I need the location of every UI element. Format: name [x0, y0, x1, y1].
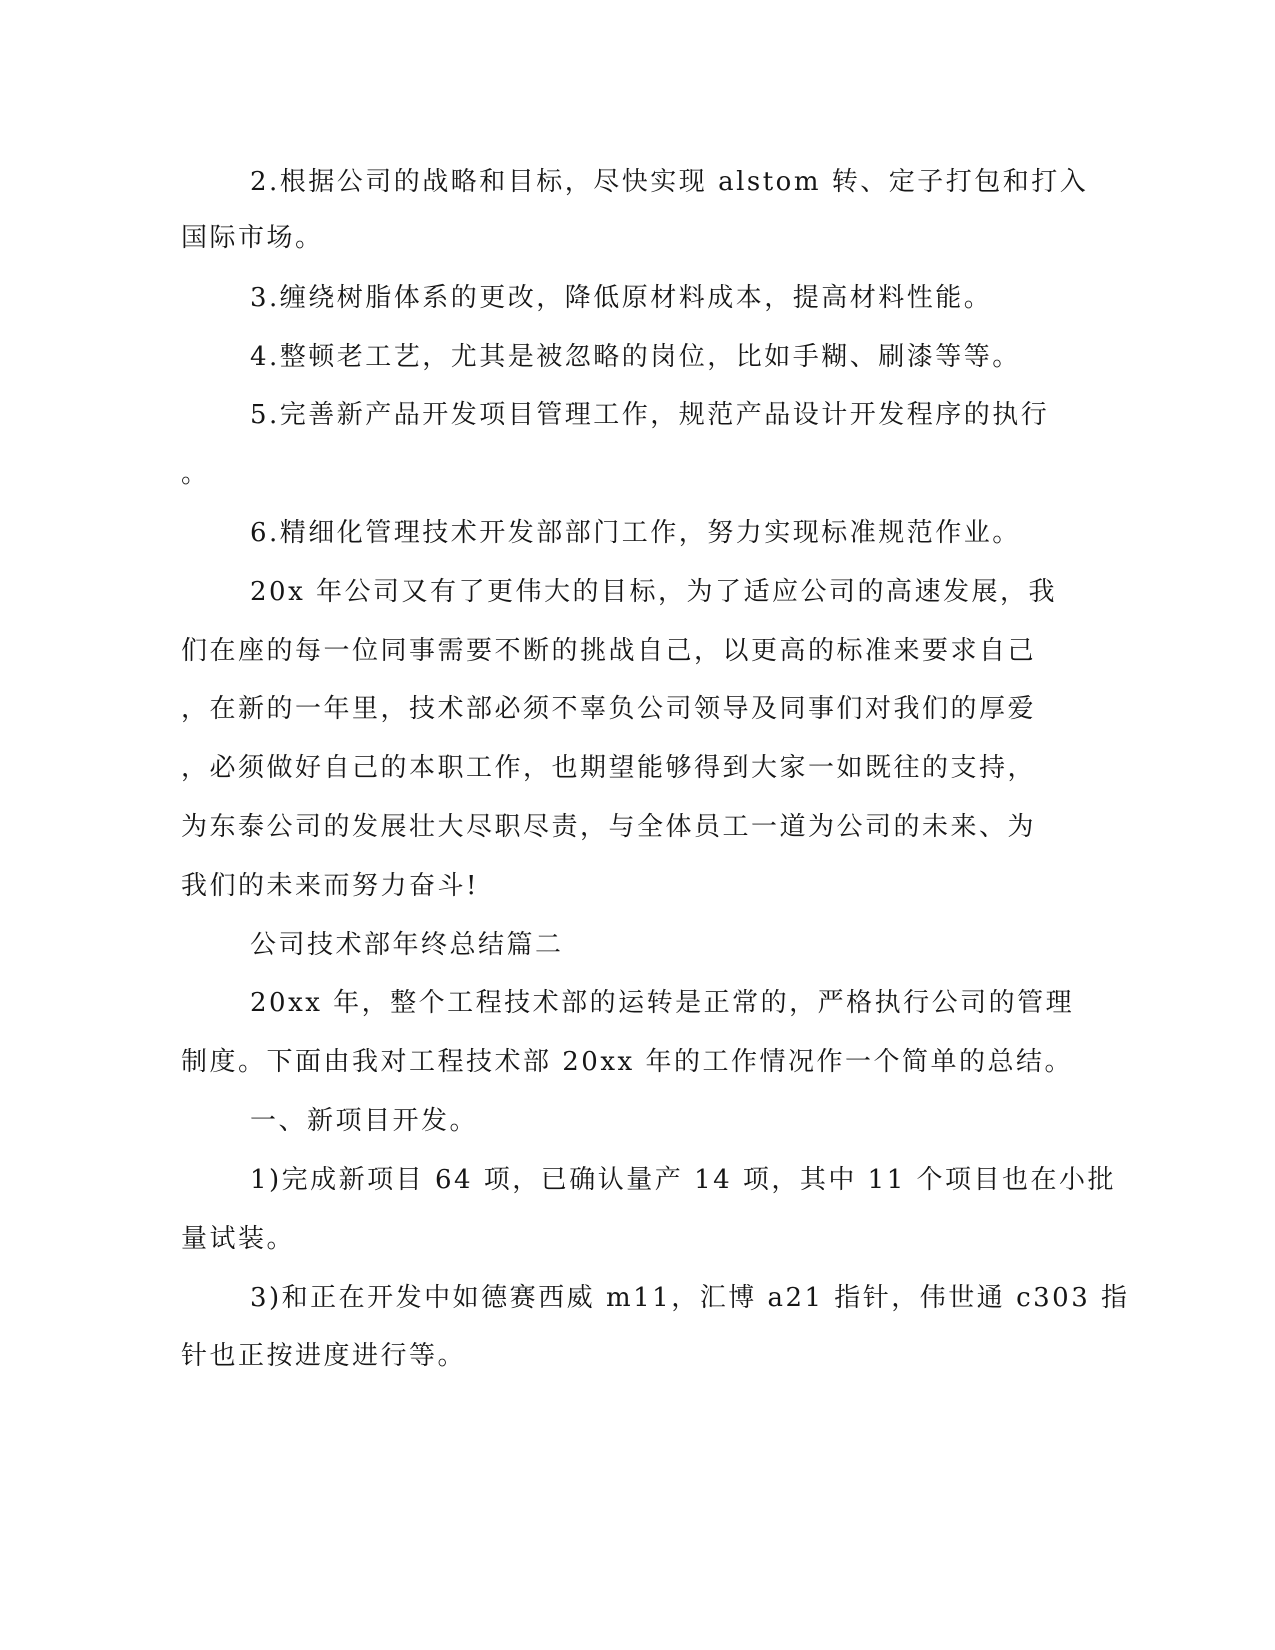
text-line: 们在座的每一位同事需要不断的挑战自己，以更高的标准来要求自己 [181, 636, 1037, 666]
text-line: ，必须做好自己的本职工作，也期望能够得到大家一如既往的支持， [181, 753, 1037, 783]
text-line: 6.精细化管理技术开发部部门工作，努力实现标准规范作业。 [250, 518, 1021, 548]
text-line: ，在新的一年里，技术部必须不辜负公司领导及同事们对我们的厚爱 [181, 694, 1037, 724]
text-line: 4.整顿老工艺，尤其是被忽略的岗位，比如手糊、刷漆等等。 [250, 342, 1021, 372]
text-line: 20x 年公司又有了更伟大的目标，为了适应公司的高速发展，我 [250, 577, 1058, 607]
text-line: 我们的未来而努力奋斗! [181, 871, 479, 901]
text-line: 5.完善新产品开发项目管理工作，规范产品设计开发程序的执行 [250, 400, 1050, 430]
text-line: 。 [181, 459, 210, 489]
text-line: 1)完成新项目 64 项，已确认量产 14 项，其中 11 个项目也在小批 [250, 1165, 1117, 1195]
text-line: 针也正按进度进行等。 [181, 1341, 467, 1371]
text-line: 20xx 年，整个工程技术部的运转是正常的，严格执行公司的管理 [250, 988, 1075, 1018]
text-line: 制度。下面由我对工程技术部 20xx 年的工作情况作一个简单的总结。 [181, 1047, 1073, 1077]
subsection-heading: 一、新项目开发。 [250, 1106, 479, 1136]
text-line: 3)和正在开发中如德赛西威 m11，汇博 a21 指针，伟世通 c303 指 [250, 1283, 1130, 1313]
text-line: 为东泰公司的发展壮大尽职尽责，与全体员工一道为公司的未来、为 [181, 812, 1037, 842]
section-heading: 公司技术部年终总结篇二 [250, 930, 564, 960]
text-line: 3.缠绕树脂体系的更改，降低原材料成本，提高材料性能。 [250, 283, 993, 313]
text-line: 2.根据公司的战略和目标，尽快实现 alstom 转、定子打包和打入 [250, 167, 1089, 197]
text-line: 国际市场。 [181, 223, 324, 253]
text-line: 量试装。 [181, 1224, 296, 1254]
